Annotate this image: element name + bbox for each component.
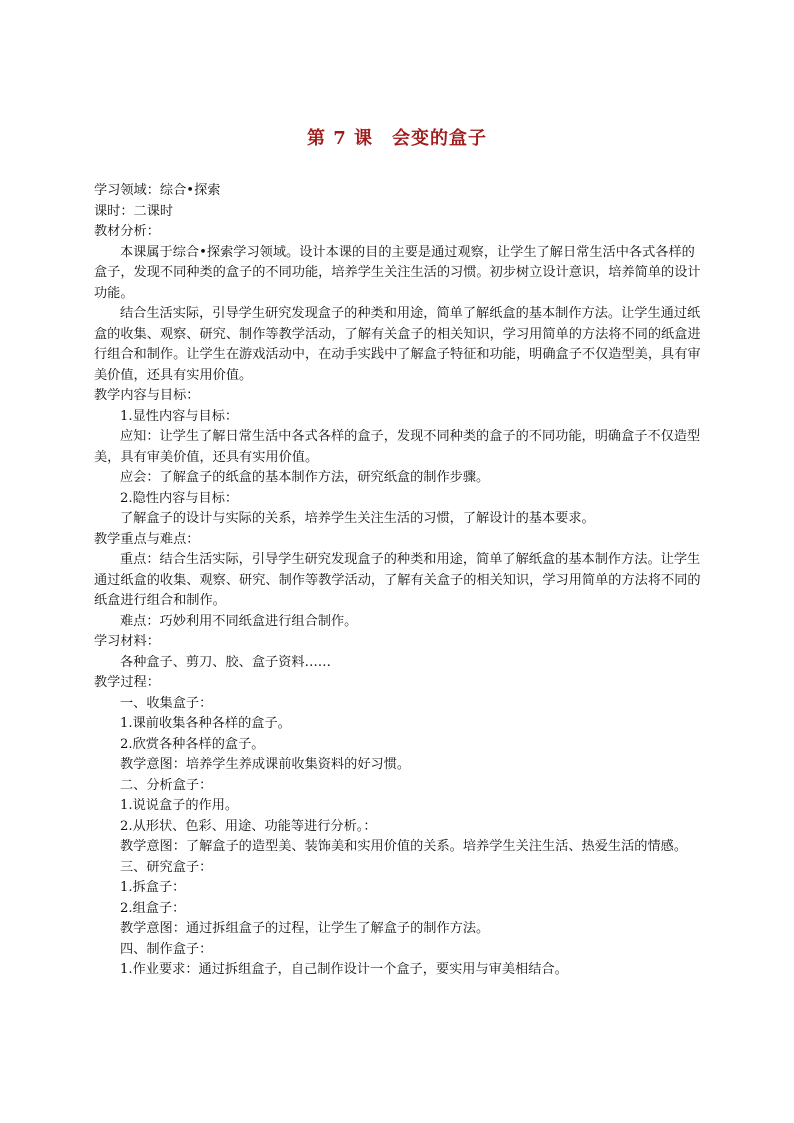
paragraph: 教学意图：培养学生养成课前收集资料的好习惯。 bbox=[120, 757, 411, 772]
field-area: 学习领域：综合•探索 bbox=[94, 183, 221, 198]
list-item: 2.从形状、色彩、用途、功能等进行分析。： bbox=[120, 818, 377, 834]
paragraph: 教学意图：了解盒子的造型美、装饰美和实用价值的关系。培养学生关注生活、热爱生活的情感。 bbox=[120, 839, 688, 854]
paragraph: 各种盒子、剪刀、胶、盒子资料…… bbox=[120, 654, 331, 670]
section-heading: 三、研究盒子： bbox=[120, 859, 213, 875]
section-heading: 四、制作盒子： bbox=[120, 941, 213, 957]
subheading: 1.显性内容与目标： bbox=[120, 408, 239, 424]
paragraph: 本课属于综合•探索学习领域。设计本课的目的主要是通过观察，让学生了解日常生活中各式各样的盒子，发现不同种类的盒子的不同功能，培养学生关注生活的习惯。初步树立设计意识，培养简单的设计功能。 bbox=[94, 244, 701, 301]
list-item: 1.作业要求：通过拆组盒子，自己制作设计一个盒子，要实用与审美相结合。 bbox=[120, 962, 568, 977]
heading-key-points: 教学重点与难点： bbox=[94, 531, 200, 547]
section-heading: 一、收集盒子： bbox=[120, 695, 213, 711]
subheading: 2.隐性内容与目标： bbox=[120, 490, 239, 506]
list-item: 2.组盒子： bbox=[120, 900, 186, 916]
paragraph: 教学意图：通过拆组盒子的过程，让学生了解盒子的制作方法。 bbox=[120, 921, 490, 936]
lesson-title: 第 7 课 会变的盒子 bbox=[306, 128, 488, 149]
paragraph: 应会：了解盒子的纸盒的基本制作方法，研究纸盒的制作步骤。 bbox=[120, 470, 490, 485]
list-item: 1.课前收集各种各样的盒子。 bbox=[120, 716, 291, 731]
heading-material-analysis: 教材分析： bbox=[94, 224, 160, 239]
list-item: 1.说说盒子的作用。 bbox=[120, 798, 239, 813]
list-item: 1.拆盒子： bbox=[120, 880, 186, 895]
paragraph: 应知：让学生了解日常生活中各式各样的盒子，发现不同种类的盒子的不同功能，明确盒子不仅造型美，具有审美价值，还具有实用价值。 bbox=[94, 429, 701, 465]
paragraph: 难点：巧妙利用不同纸盒进行组合制作。 bbox=[120, 613, 358, 629]
heading-content-goals: 教学内容与目标： bbox=[94, 388, 200, 403]
field-periods: 课时：二课时 bbox=[94, 203, 174, 219]
paragraph: 重点：结合生活实际，引导学生研究发现盒子的种类和用途，简单了解纸盒的基本制作方法。让学生通过纸盒的收集、观察、研究、制作等教学活动，了解有关盒子的相关知识，学习用简单的方法将不同的纸盒进行组合和制作。 bbox=[94, 552, 701, 608]
lesson-body bbox=[94, 181, 704, 981]
paragraph: 结合生活实际，引导学生研究发现盒子的种类和用途，简单了解纸盒的基本制作方法。让学生通过纸盒的收集、观察、研究、制作等教学活动，了解有关盒子的相关知识，学习用简单的方法将不同的纸盒进行组合和制作。让学生在游戏活动中，在动手实践中了解盒子特征和功能，明确盒子不仅造型美，具有审美价值，还具有实用价值。 bbox=[94, 306, 701, 383]
section-heading: 二、分析盒子： bbox=[120, 777, 213, 793]
heading-process: 教学过程： bbox=[94, 675, 160, 690]
paragraph: 了解盒子的设计与实际的关系，培养学生关注生活的习惯，了解设计的基本要求。 bbox=[120, 511, 595, 526]
heading-materials: 学习材料： bbox=[94, 634, 160, 649]
list-item: 2.欣赏各种各样的盒子。 bbox=[120, 736, 265, 752]
